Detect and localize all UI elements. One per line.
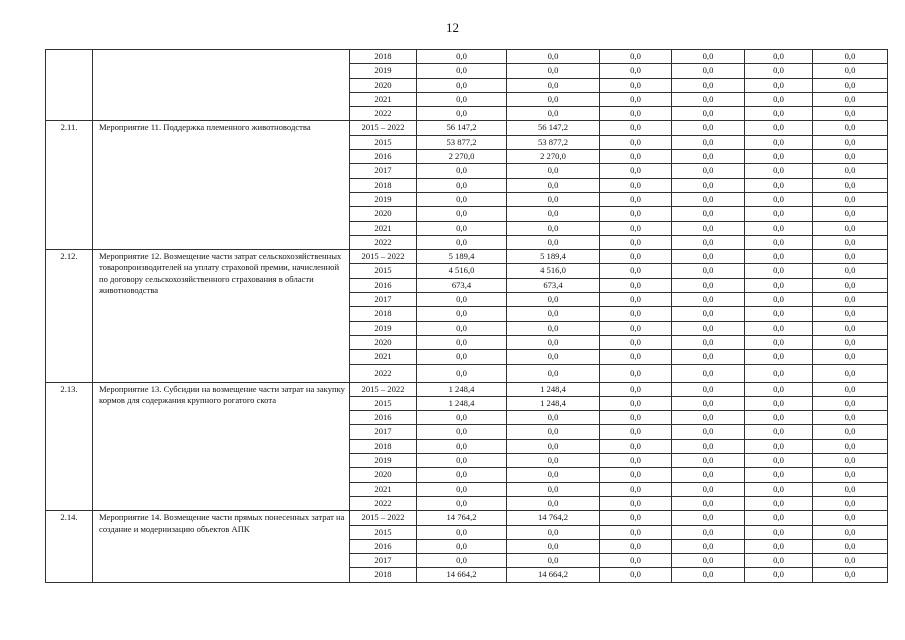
value-cell: 0,0 xyxy=(417,539,507,553)
value-cell: 0,0 xyxy=(672,107,745,121)
value-cell: 0,0 xyxy=(600,496,672,510)
value-cell: 0,0 xyxy=(813,50,888,64)
value-cell: 0,0 xyxy=(417,64,507,78)
value-cell: 0,0 xyxy=(507,307,600,321)
year-cell: 2015 xyxy=(350,135,417,149)
year-cell: 2019 xyxy=(350,64,417,78)
value-cell: 0,0 xyxy=(672,307,745,321)
value-cell: 0,0 xyxy=(813,250,888,264)
value-cell: 0,0 xyxy=(745,164,813,178)
year-cell: 2015 xyxy=(350,264,417,278)
year-cell: 2018 xyxy=(350,568,417,582)
value-cell: 673,4 xyxy=(417,278,507,292)
value-cell: 2 270,0 xyxy=(417,150,507,164)
value-cell: 0,0 xyxy=(507,192,600,206)
section-code: 2.11. xyxy=(46,121,93,250)
value-cell: 0,0 xyxy=(417,207,507,221)
value-cell: 0,0 xyxy=(600,207,672,221)
value-cell: 0,0 xyxy=(672,207,745,221)
value-cell: 0,0 xyxy=(507,178,600,192)
value-cell: 0,0 xyxy=(507,554,600,568)
value-cell: 0,0 xyxy=(600,539,672,553)
value-cell: 0,0 xyxy=(600,235,672,249)
value-cell: 0,0 xyxy=(813,539,888,553)
value-cell: 0,0 xyxy=(672,135,745,149)
value-cell: 0,0 xyxy=(672,482,745,496)
value-cell: 0,0 xyxy=(745,425,813,439)
value-cell: 0,0 xyxy=(672,411,745,425)
value-cell: 0,0 xyxy=(813,293,888,307)
year-cell: 2019 xyxy=(350,321,417,335)
value-cell: 0,0 xyxy=(507,92,600,106)
value-cell: 0,0 xyxy=(600,250,672,264)
value-cell: 0,0 xyxy=(417,235,507,249)
value-cell: 0,0 xyxy=(672,50,745,64)
value-cell: 0,0 xyxy=(600,164,672,178)
value-cell: 0,0 xyxy=(672,468,745,482)
value-cell: 0,0 xyxy=(672,539,745,553)
value-cell: 0,0 xyxy=(813,178,888,192)
value-cell: 0,0 xyxy=(745,78,813,92)
year-cell: 2016 xyxy=(350,411,417,425)
value-cell: 53 877,2 xyxy=(417,135,507,149)
value-cell: 0,0 xyxy=(600,439,672,453)
value-cell: 0,0 xyxy=(813,92,888,106)
value-cell: 0,0 xyxy=(813,192,888,206)
value-cell: 0,0 xyxy=(745,264,813,278)
year-cell: 2018 xyxy=(350,178,417,192)
value-cell: 0,0 xyxy=(813,235,888,249)
year-cell: 2022 xyxy=(350,235,417,249)
value-cell: 0,0 xyxy=(672,192,745,206)
value-cell: 0,0 xyxy=(813,307,888,321)
value-cell: 0,0 xyxy=(417,496,507,510)
value-cell: 0,0 xyxy=(813,454,888,468)
value-cell: 0,0 xyxy=(745,278,813,292)
value-cell: 0,0 xyxy=(672,178,745,192)
value-cell: 0,0 xyxy=(507,293,600,307)
year-cell: 2015 – 2022 xyxy=(350,511,417,525)
value-cell: 1 248,4 xyxy=(507,396,600,410)
value-cell: 0,0 xyxy=(600,178,672,192)
value-cell: 0,0 xyxy=(745,64,813,78)
value-cell: 0,0 xyxy=(745,454,813,468)
year-cell: 2021 xyxy=(350,221,417,235)
value-cell: 0,0 xyxy=(417,92,507,106)
value-cell: 14 764,2 xyxy=(507,511,600,525)
table-row xyxy=(46,511,888,525)
value-cell: 0,0 xyxy=(745,192,813,206)
value-cell: 5 189,4 xyxy=(417,250,507,264)
value-cell: 0,0 xyxy=(600,64,672,78)
value-cell: 0,0 xyxy=(813,278,888,292)
value-cell: 0,0 xyxy=(813,425,888,439)
value-cell: 0,0 xyxy=(507,439,600,453)
value-cell: 0,0 xyxy=(417,364,507,382)
value-cell: 0,0 xyxy=(417,482,507,496)
value-cell: 0,0 xyxy=(600,525,672,539)
value-cell: 0,0 xyxy=(813,364,888,382)
value-cell: 0,0 xyxy=(745,396,813,410)
value-cell: 0,0 xyxy=(600,396,672,410)
value-cell: 0,0 xyxy=(417,107,507,121)
value-cell: 0,0 xyxy=(745,221,813,235)
value-cell: 0,0 xyxy=(600,511,672,525)
value-cell: 0,0 xyxy=(417,525,507,539)
value-cell: 0,0 xyxy=(745,107,813,121)
value-cell: 0,0 xyxy=(745,539,813,553)
value-cell: 0,0 xyxy=(745,335,813,349)
value-cell: 0,0 xyxy=(507,468,600,482)
value-cell: 0,0 xyxy=(672,525,745,539)
value-cell: 0,0 xyxy=(745,150,813,164)
value-cell: 0,0 xyxy=(813,321,888,335)
value-cell: 0,0 xyxy=(813,221,888,235)
year-cell: 2020 xyxy=(350,207,417,221)
value-cell: 0,0 xyxy=(813,396,888,410)
value-cell: 0,0 xyxy=(417,335,507,349)
year-cell: 2015 xyxy=(350,525,417,539)
value-cell: 0,0 xyxy=(600,468,672,482)
value-cell: 0,0 xyxy=(507,454,600,468)
value-cell: 0,0 xyxy=(600,425,672,439)
section-title: Мероприятие 13. Субсидии на возмещение части затрат на закупку кормов для содержания крупного рогатого скота xyxy=(93,382,350,511)
value-cell: 0,0 xyxy=(813,554,888,568)
value-cell: 2 270,0 xyxy=(507,150,600,164)
value-cell: 0,0 xyxy=(600,107,672,121)
value-cell: 0,0 xyxy=(813,468,888,482)
value-cell: 0,0 xyxy=(745,307,813,321)
year-cell: 2021 xyxy=(350,482,417,496)
value-cell: 4 516,0 xyxy=(507,264,600,278)
value-cell: 0,0 xyxy=(507,425,600,439)
value-cell: 0,0 xyxy=(745,350,813,364)
value-cell: 0,0 xyxy=(745,554,813,568)
table-row xyxy=(46,382,888,396)
value-cell: 53 877,2 xyxy=(507,135,600,149)
value-cell: 0,0 xyxy=(745,135,813,149)
value-cell: 0,0 xyxy=(672,454,745,468)
value-cell: 0,0 xyxy=(813,439,888,453)
value-cell: 0,0 xyxy=(745,382,813,396)
value-cell: 0,0 xyxy=(672,554,745,568)
value-cell: 673,4 xyxy=(507,278,600,292)
year-cell: 2018 xyxy=(350,307,417,321)
section-title: Мероприятие 12. Возмещение части затрат сельскохозяйственных товаропроизводителей на уплату страховой премии, начисленной по договору сельскохозяйственного страхования в области животноводства xyxy=(93,250,350,382)
value-cell: 0,0 xyxy=(417,321,507,335)
year-cell: 2017 xyxy=(350,554,417,568)
value-cell: 0,0 xyxy=(507,207,600,221)
value-cell: 0,0 xyxy=(600,135,672,149)
value-cell: 0,0 xyxy=(813,164,888,178)
value-cell: 0,0 xyxy=(745,568,813,582)
value-cell: 0,0 xyxy=(672,335,745,349)
value-cell: 0,0 xyxy=(417,554,507,568)
value-cell: 0,0 xyxy=(600,382,672,396)
year-cell: 2016 xyxy=(350,539,417,553)
value-cell: 0,0 xyxy=(672,511,745,525)
value-cell: 0,0 xyxy=(745,525,813,539)
value-cell: 0,0 xyxy=(600,350,672,364)
value-cell: 0,0 xyxy=(672,250,745,264)
value-cell: 0,0 xyxy=(672,235,745,249)
value-cell: 0,0 xyxy=(813,135,888,149)
value-cell: 1 248,4 xyxy=(417,396,507,410)
value-cell: 0,0 xyxy=(600,121,672,135)
value-cell: 0,0 xyxy=(813,568,888,582)
table-row xyxy=(46,121,888,135)
value-cell: 0,0 xyxy=(745,511,813,525)
value-cell: 0,0 xyxy=(672,264,745,278)
value-cell: 0,0 xyxy=(745,411,813,425)
value-cell: 0,0 xyxy=(745,121,813,135)
value-cell: 56 147,2 xyxy=(507,121,600,135)
value-cell: 0,0 xyxy=(745,235,813,249)
value-cell: 0,0 xyxy=(745,468,813,482)
value-cell: 14 764,2 xyxy=(417,511,507,525)
value-cell: 0,0 xyxy=(745,207,813,221)
value-cell: 0,0 xyxy=(417,50,507,64)
value-cell: 0,0 xyxy=(600,364,672,382)
value-cell: 0,0 xyxy=(672,121,745,135)
year-cell: 2021 xyxy=(350,350,417,364)
value-cell: 0,0 xyxy=(600,264,672,278)
value-cell: 0,0 xyxy=(813,482,888,496)
value-cell: 0,0 xyxy=(417,307,507,321)
value-cell: 0,0 xyxy=(672,350,745,364)
value-cell: 0,0 xyxy=(672,568,745,582)
value-cell: 0,0 xyxy=(672,364,745,382)
value-cell: 0,0 xyxy=(745,178,813,192)
value-cell: 0,0 xyxy=(507,235,600,249)
year-cell: 2015 – 2022 xyxy=(350,250,417,264)
value-cell: 0,0 xyxy=(417,78,507,92)
value-cell: 0,0 xyxy=(507,539,600,553)
value-cell: 0,0 xyxy=(813,525,888,539)
value-cell: 0,0 xyxy=(745,496,813,510)
value-cell: 0,0 xyxy=(600,293,672,307)
section-title: Мероприятие 14. Возмещение части прямых понесенных затрат на создание и модернизацию объектов АПК xyxy=(93,511,350,582)
value-cell: 14 664,2 xyxy=(417,568,507,582)
value-cell: 0,0 xyxy=(672,221,745,235)
year-cell: 2019 xyxy=(350,454,417,468)
value-cell: 0,0 xyxy=(507,350,600,364)
value-cell: 0,0 xyxy=(507,364,600,382)
value-cell: 0,0 xyxy=(417,411,507,425)
value-cell: 0,0 xyxy=(507,482,600,496)
value-cell: 0,0 xyxy=(813,496,888,510)
section-code xyxy=(46,50,93,121)
value-cell: 0,0 xyxy=(417,439,507,453)
year-cell: 2015 – 2022 xyxy=(350,121,417,135)
value-cell: 0,0 xyxy=(417,221,507,235)
value-cell: 14 664,2 xyxy=(507,568,600,582)
value-cell: 0,0 xyxy=(600,554,672,568)
value-cell: 0,0 xyxy=(672,78,745,92)
year-cell: 2016 xyxy=(350,278,417,292)
value-cell: 0,0 xyxy=(600,192,672,206)
value-cell: 0,0 xyxy=(417,293,507,307)
year-cell: 2022 xyxy=(350,364,417,382)
budget-table xyxy=(45,49,888,583)
value-cell: 0,0 xyxy=(745,293,813,307)
value-cell: 0,0 xyxy=(600,321,672,335)
value-cell: 0,0 xyxy=(600,411,672,425)
value-cell: 0,0 xyxy=(507,107,600,121)
year-cell: 2018 xyxy=(350,439,417,453)
section-code: 2.13. xyxy=(46,382,93,511)
value-cell: 0,0 xyxy=(507,78,600,92)
value-cell: 0,0 xyxy=(600,454,672,468)
value-cell: 0,0 xyxy=(417,425,507,439)
value-cell: 0,0 xyxy=(672,439,745,453)
year-cell: 2020 xyxy=(350,78,417,92)
value-cell: 0,0 xyxy=(745,250,813,264)
section-code: 2.14. xyxy=(46,511,93,582)
section-title: Мероприятие 11. Поддержка племенного животноводства xyxy=(93,121,350,250)
value-cell: 0,0 xyxy=(672,278,745,292)
value-cell: 0,0 xyxy=(672,293,745,307)
value-cell: 0,0 xyxy=(745,92,813,106)
year-cell: 2019 xyxy=(350,192,417,206)
value-cell: 0,0 xyxy=(672,496,745,510)
page-number: 12 xyxy=(446,20,459,35)
year-cell: 2022 xyxy=(350,496,417,510)
value-cell: 0,0 xyxy=(672,396,745,410)
year-cell: 2016 xyxy=(350,150,417,164)
value-cell: 0,0 xyxy=(600,92,672,106)
value-cell: 0,0 xyxy=(672,425,745,439)
value-cell: 5 189,4 xyxy=(507,250,600,264)
value-cell: 0,0 xyxy=(600,78,672,92)
value-cell: 0,0 xyxy=(745,439,813,453)
value-cell: 0,0 xyxy=(672,64,745,78)
value-cell: 0,0 xyxy=(507,411,600,425)
value-cell: 0,0 xyxy=(417,178,507,192)
value-cell: 0,0 xyxy=(813,382,888,396)
year-cell: 2017 xyxy=(350,425,417,439)
value-cell: 0,0 xyxy=(600,50,672,64)
value-cell: 0,0 xyxy=(417,192,507,206)
table-body xyxy=(46,50,888,583)
value-cell: 0,0 xyxy=(672,382,745,396)
value-cell: 0,0 xyxy=(417,454,507,468)
value-cell: 0,0 xyxy=(813,335,888,349)
value-cell: 0,0 xyxy=(507,335,600,349)
value-cell: 0,0 xyxy=(813,78,888,92)
value-cell: 0,0 xyxy=(813,107,888,121)
section-code: 2.12. xyxy=(46,250,93,382)
value-cell: 0,0 xyxy=(507,321,600,335)
year-cell: 2015 xyxy=(350,396,417,410)
value-cell: 0,0 xyxy=(507,221,600,235)
value-cell: 56 147,2 xyxy=(417,121,507,135)
value-cell: 0,0 xyxy=(813,411,888,425)
value-cell: 0,0 xyxy=(672,150,745,164)
value-cell: 0,0 xyxy=(417,468,507,482)
value-cell: 0,0 xyxy=(672,92,745,106)
value-cell: 0,0 xyxy=(600,278,672,292)
year-cell: 2020 xyxy=(350,468,417,482)
value-cell: 0,0 xyxy=(813,150,888,164)
value-cell: 1 248,4 xyxy=(417,382,507,396)
value-cell: 0,0 xyxy=(507,50,600,64)
value-cell: 4 516,0 xyxy=(417,264,507,278)
value-cell: 0,0 xyxy=(600,307,672,321)
table-row xyxy=(46,50,888,64)
value-cell: 0,0 xyxy=(813,207,888,221)
value-cell: 0,0 xyxy=(600,150,672,164)
value-cell: 0,0 xyxy=(672,321,745,335)
value-cell: 0,0 xyxy=(600,221,672,235)
value-cell: 0,0 xyxy=(813,511,888,525)
table-row xyxy=(46,250,888,264)
value-cell: 0,0 xyxy=(672,164,745,178)
value-cell: 0,0 xyxy=(813,350,888,364)
year-cell: 2018 xyxy=(350,50,417,64)
value-cell: 0,0 xyxy=(813,264,888,278)
value-cell: 1 248,4 xyxy=(507,382,600,396)
section-title xyxy=(93,50,350,121)
value-cell: 0,0 xyxy=(507,525,600,539)
year-cell: 2017 xyxy=(350,164,417,178)
year-cell: 2022 xyxy=(350,107,417,121)
year-cell: 2021 xyxy=(350,92,417,106)
value-cell: 0,0 xyxy=(745,50,813,64)
value-cell: 0,0 xyxy=(507,64,600,78)
value-cell: 0,0 xyxy=(745,364,813,382)
value-cell: 0,0 xyxy=(507,496,600,510)
value-cell: 0,0 xyxy=(813,64,888,78)
value-cell: 0,0 xyxy=(745,482,813,496)
year-cell: 2015 – 2022 xyxy=(350,382,417,396)
value-cell: 0,0 xyxy=(745,321,813,335)
value-cell: 0,0 xyxy=(600,335,672,349)
year-cell: 2020 xyxy=(350,335,417,349)
value-cell: 0,0 xyxy=(600,568,672,582)
value-cell: 0,0 xyxy=(417,350,507,364)
value-cell: 0,0 xyxy=(600,482,672,496)
value-cell: 0,0 xyxy=(507,164,600,178)
value-cell: 0,0 xyxy=(417,164,507,178)
year-cell: 2017 xyxy=(350,293,417,307)
value-cell: 0,0 xyxy=(813,121,888,135)
